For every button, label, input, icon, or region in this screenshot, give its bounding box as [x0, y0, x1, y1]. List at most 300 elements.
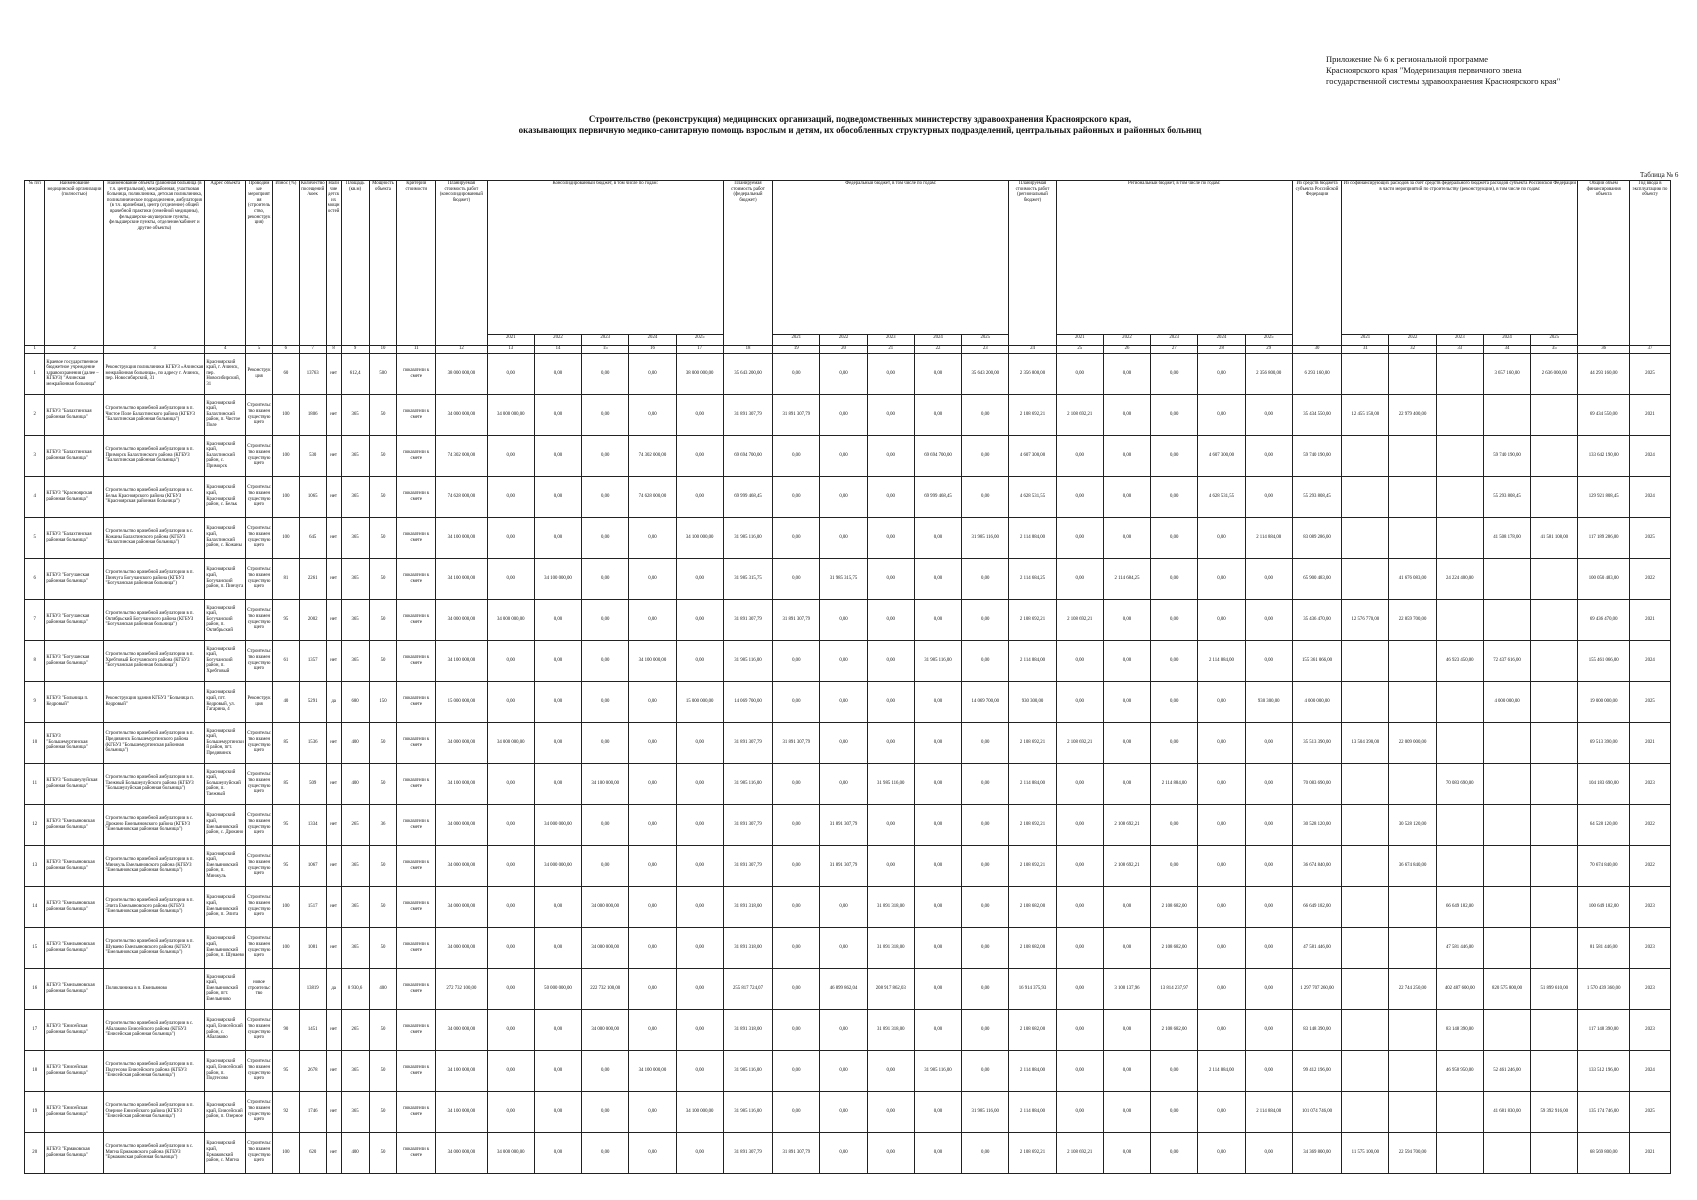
commission-year: 2023 [1629, 886, 1670, 927]
extra-total: 1 297 707 260,00 [1292, 968, 1341, 1009]
amount-c24: 0,00 [629, 517, 676, 558]
wear-percent: 40 [272, 681, 299, 722]
column-number: 12 [436, 345, 488, 353]
org-name: КГБУЗ "Балахтинская районная больница" [45, 517, 104, 558]
amount-c22: 0,00 [534, 435, 581, 476]
header-consolidated: Консолидированный бюджет, в том числе по годам: [487, 181, 723, 335]
power: 50 [369, 1132, 397, 1173]
amount-e25 [1531, 640, 1578, 681]
column-number: 5 [246, 345, 273, 353]
extra-total: 30 528 120,00 [1292, 804, 1341, 845]
wear-percent: 92 [272, 1091, 299, 1132]
regional-total: 4 607 300,00 [1009, 435, 1056, 476]
amount-r24: 0,00 [1198, 927, 1245, 968]
amount-c23: 34 000 000,00 [582, 927, 629, 968]
commission-year: 2022 [1629, 845, 1670, 886]
amount-r23: 0,00 [1151, 681, 1198, 722]
object-name: Строительство врачебной амбулатории в с. Кожаны Балахтинского района (КГБУЗ "Балахтинская районная больница") [104, 517, 205, 558]
amount-r22: 0,00 [1103, 599, 1150, 640]
amount-f21: 0,00 [773, 435, 820, 476]
children-flag: нет [326, 353, 341, 394]
overall-total: 69 434 550,00 [1578, 394, 1630, 435]
federal-total: 31 891 307,79 [723, 804, 772, 845]
amount-e25 [1531, 476, 1578, 517]
federal-total: 31 891 307,79 [723, 845, 772, 886]
amount-r22: 0,00 [1103, 640, 1150, 681]
table-row [25, 394, 1671, 435]
amount-e24 [1483, 763, 1530, 804]
amount-e25 [1531, 1009, 1578, 1050]
column-number: 16 [629, 345, 676, 353]
row-number: 15 [25, 927, 45, 968]
extra-total: 83 148 390,00 [1292, 1009, 1341, 1050]
power: 50 [369, 1009, 397, 1050]
amount-e23 [1436, 722, 1483, 763]
amount-e24: 820 575 800,00 [1483, 968, 1530, 1009]
amount-e25: 51 899 610,00 [1531, 968, 1578, 1009]
planned-cost: 34 000 000,00 [436, 599, 488, 640]
amount-f25: 0,00 [962, 394, 1009, 435]
capacity: 1081 [299, 927, 326, 968]
object-name: Строительство врачебной амбулатории в п. Приморск Балахтинского района (КГБУЗ "Балахтинская районная больница") [104, 435, 205, 476]
amount-c21: 34 000 000,00 [487, 599, 534, 640]
capacity: 509 [299, 763, 326, 804]
amount-c23: 34 000 000,00 [582, 886, 629, 927]
wear-percent: 90 [272, 1009, 299, 1050]
amount-f22: 0,00 [820, 476, 867, 517]
amount-r25: 0,00 [1245, 845, 1292, 886]
amount-r25: 0,00 [1245, 1132, 1292, 1173]
amount-r22: 0,00 [1103, 1050, 1150, 1091]
amount-c23: 0,00 [582, 353, 629, 394]
federal-total: 31 985 315,75 [723, 558, 772, 599]
regional-total: 2 114 884,00 [1009, 1091, 1056, 1132]
amount-r24: 0,00 [1198, 681, 1245, 722]
object-address: Красноярский край, Емельяновский район, п. Минжуль [205, 845, 246, 886]
year-header: 2024 [1483, 335, 1530, 346]
row-number: 3 [25, 435, 45, 476]
amount-c24: 0,00 [629, 558, 676, 599]
cost-criterion: показатели к смете [397, 435, 436, 476]
header-regional: Региональный бюджет, в том числе по годам: [1056, 181, 1292, 335]
org-name: КГБУЗ "Емельяновская районная больница" [45, 886, 104, 927]
amount-r21: 0,00 [1056, 804, 1103, 845]
amount-r21: 0,00 [1056, 517, 1103, 558]
object-address: Красноярский край, Емельяновский район, п. Шуваево [205, 927, 246, 968]
amount-e24 [1483, 927, 1530, 968]
amount-f22: 31 891 307,79 [820, 845, 867, 886]
planned-cost: 34 100 000,00 [436, 1050, 488, 1091]
amount-f22: 46 899 862,04 [820, 968, 867, 1009]
amount-e25 [1531, 763, 1578, 804]
amount-f23: 31 891 318,00 [867, 886, 914, 927]
object-address: Красноярский край, Богучанский район, п. Октябрьский [205, 599, 246, 640]
overall-total: 81 581 446,00 [1578, 927, 1630, 968]
amount-c22: 0,00 [534, 517, 581, 558]
amount-e22 [1389, 1050, 1436, 1091]
object-address: Красноярский край, Богучанский район, п. Пинчуга [205, 558, 246, 599]
org-name: КГБУЗ "Балахтинская районная больница" [45, 435, 104, 476]
commission-year: 2023 [1629, 927, 1670, 968]
amount-c21: 0,00 [487, 886, 534, 927]
amount-c21: 34 000 000,00 [487, 394, 534, 435]
children-flag: нет [326, 558, 341, 599]
work-type: Строительство взамен существующего [246, 722, 273, 763]
area: 365 [341, 1050, 369, 1091]
amount-r22: 0,00 [1103, 927, 1150, 968]
object-name: Строительство врачебной амбулатории в п. Озерное Енисейского района (КГБУЗ "Енисейская районная больница") [104, 1091, 205, 1132]
org-name: КГБУЗ "Богучанская районная больница" [45, 558, 104, 599]
amount-c25: 0,00 [676, 394, 723, 435]
amount-r21: 0,00 [1056, 435, 1103, 476]
amount-e24: 55 293 808,45 [1483, 476, 1530, 517]
power: 50 [369, 886, 397, 927]
row-number: 9 [25, 681, 45, 722]
amount-r25: 0,00 [1245, 599, 1292, 640]
row-number: 13 [25, 845, 45, 886]
federal-total: 31 891 318,00 [723, 886, 772, 927]
capacity: 1451 [299, 1009, 326, 1050]
cost-criterion: показатели к смете [397, 681, 436, 722]
amount-r24: 0,00 [1198, 722, 1245, 763]
year-header: 2022 [1103, 335, 1150, 346]
column-number: 24 [1009, 345, 1056, 353]
header-type: Проводимые мероприятия (строительство, реконструкция) [246, 181, 273, 346]
amount-e25 [1531, 722, 1578, 763]
commission-year: 2025 [1629, 1091, 1670, 1132]
amount-e24 [1483, 845, 1530, 886]
regional-total: 16 914 375,93 [1009, 968, 1056, 1009]
amount-f21: 0,00 [773, 1091, 820, 1132]
amount-f25: 35 643 200,00 [962, 353, 1009, 394]
header-address: Адрес объекта [205, 181, 246, 346]
amount-f23: 0,00 [867, 394, 914, 435]
amount-r23: 0,00 [1151, 1050, 1198, 1091]
amount-r21: 0,00 [1056, 558, 1103, 599]
amount-c23: 0,00 [582, 804, 629, 845]
row-number: 8 [25, 640, 45, 681]
amount-f23: 0,00 [867, 640, 914, 681]
amount-r23: 2 108 682,00 [1151, 1009, 1198, 1050]
federal-total: 31 985 116,00 [723, 1091, 772, 1132]
commission-year: 2025 [1629, 517, 1670, 558]
federal-total: 31 985 116,00 [723, 517, 772, 558]
power: 50 [369, 476, 397, 517]
amount-f22: 0,00 [820, 1009, 867, 1050]
capacity: 1806 [299, 394, 326, 435]
column-number: 29 [1245, 345, 1292, 353]
row-number: 19 [25, 1091, 45, 1132]
row-number: 2 [25, 394, 45, 435]
extra-total: 155 361 066,00 [1292, 640, 1341, 681]
amount-f21: 31 891 307,79 [773, 394, 820, 435]
amount-c23: 0,00 [582, 681, 629, 722]
amount-r24: 0,00 [1198, 763, 1245, 804]
amount-r24: 0,00 [1198, 353, 1245, 394]
appendix-line: государственной системы здравоохранения Красноярского края" [1326, 76, 1561, 86]
amount-f24: 0,00 [914, 681, 961, 722]
amount-r25: 0,00 [1245, 1050, 1292, 1091]
federal-total: 31 985 116,00 [723, 1050, 772, 1091]
amount-e24: 4 000 000,00 [1483, 681, 1530, 722]
amount-c21: 0,00 [487, 517, 534, 558]
commission-year: 2025 [1629, 681, 1670, 722]
overall-total: 100 649 182,00 [1578, 886, 1630, 927]
table-row [25, 558, 1671, 599]
object-name: Строительство врачебной амбулатории в п. Шуваево Емельяновского района (КГБУЗ "Емельяновская районная больница") [104, 927, 205, 968]
overall-total: 1 570 439 360,00 [1578, 968, 1630, 1009]
amount-f22: 0,00 [820, 353, 867, 394]
object-address: Красноярский край, Емельяновский район, с. Дрокино [205, 804, 246, 845]
amount-e21: 12 576 770,00 [1342, 599, 1389, 640]
children-flag: нет [326, 476, 341, 517]
header-cost-basis: Критерий стоимости [397, 181, 436, 346]
org-name: КГБУЗ "Больница п. Кедровый" [45, 681, 104, 722]
year-header: 2024 [914, 335, 961, 346]
overall-total: 155 461 066,00 [1578, 640, 1630, 681]
year-header: 2025 [676, 335, 723, 346]
column-number: 30 [1292, 345, 1341, 353]
cost-criterion: показатели к смете [397, 640, 436, 681]
row-number: 20 [25, 1132, 45, 1173]
amount-c22: 34 100 000,00 [534, 558, 581, 599]
amount-e25 [1531, 558, 1578, 599]
amount-r24: 0,00 [1198, 886, 1245, 927]
amount-f24: 31 985 116,00 [914, 640, 961, 681]
table-row [25, 599, 1671, 640]
amount-c22: 0,00 [534, 1132, 581, 1173]
table-row [25, 435, 1671, 476]
amount-f24: 0,00 [914, 927, 961, 968]
federal-total: 31 891 318,00 [723, 1009, 772, 1050]
children-flag: нет [326, 1050, 341, 1091]
amount-e25 [1531, 927, 1578, 968]
work-type: Строительство взамен существующего [246, 476, 273, 517]
object-name: Поликлиника в п. Емельяново [104, 968, 205, 1009]
amount-e22: 30 528 120,00 [1389, 804, 1436, 845]
object-name: Реконструкция здания КГБУЗ "Больница п. Кедровый" [104, 681, 205, 722]
amount-r23: 0,00 [1151, 353, 1198, 394]
header-deadline: Год ввода в эксплуатацию по объекту [1629, 181, 1670, 346]
table-row [25, 517, 1671, 558]
capacity: 1746 [299, 1091, 326, 1132]
amount-e23 [1436, 1091, 1483, 1132]
amount-c25: 0,00 [676, 435, 723, 476]
amount-e22 [1389, 353, 1436, 394]
planned-cost: 272 732 100,00 [436, 968, 488, 1009]
amount-e25 [1531, 681, 1578, 722]
amount-f22: 0,00 [820, 886, 867, 927]
amount-f25: 31 985 116,00 [962, 1091, 1009, 1132]
amount-r24: 0,00 [1198, 599, 1245, 640]
extra-total: 35 513 390,00 [1292, 722, 1341, 763]
amount-f25: 0,00 [962, 599, 1009, 640]
commission-year: 2024 [1629, 1050, 1670, 1091]
amount-r25: 0,00 [1245, 476, 1292, 517]
table-row [25, 763, 1671, 804]
amount-c21: 34 000 000,00 [487, 1132, 534, 1173]
column-number: 6 [272, 345, 299, 353]
column-number: 34 [1483, 345, 1530, 353]
power: 50 [369, 763, 397, 804]
children-flag: нет [326, 845, 341, 886]
work-type: новое строительство [246, 968, 273, 1009]
amount-f21: 0,00 [773, 1050, 820, 1091]
amount-c22: 34 000 000,00 [534, 804, 581, 845]
object-address: Красноярский край, Енисейский район, с. Абалаково [205, 1009, 246, 1050]
amount-c25: 0,00 [676, 640, 723, 681]
amount-e21 [1342, 968, 1389, 1009]
wear-percent: 95 [272, 1050, 299, 1091]
amount-c24: 0,00 [629, 763, 676, 804]
extra-total: 35 436 470,00 [1292, 599, 1341, 640]
amount-c22: 0,00 [534, 476, 581, 517]
wear-percent: 81 [272, 558, 299, 599]
object-address: Красноярский край, Богучанский район, п. Хребтовый [205, 640, 246, 681]
amount-r22: 0,00 [1103, 1132, 1150, 1173]
amount-e24 [1483, 394, 1530, 435]
cost-criterion: показатели к смете [397, 968, 436, 1009]
extra-total: 66 649 182,00 [1292, 886, 1341, 927]
amount-r23: 2 108 682,00 [1151, 927, 1198, 968]
regional-total: 2 114 884,00 [1009, 763, 1056, 804]
amount-e23: 70 083 690,00 [1436, 763, 1483, 804]
federal-total: 31 985 116,00 [723, 640, 772, 681]
amount-e24: 3 657 160,00 [1483, 353, 1530, 394]
row-number: 17 [25, 1009, 45, 1050]
column-number: 37 [1629, 345, 1670, 353]
object-name: Строительство врачебной амбулатории в п. Пинчуга Богучанского района (КГБУЗ "Богучанская районная больница") [104, 558, 205, 599]
cost-criterion: показатели к смете [397, 1009, 436, 1050]
overall-total: 44 293 160,00 [1578, 353, 1630, 394]
table-row [25, 1050, 1671, 1091]
column-number: 14 [534, 345, 581, 353]
org-name: КГБУЗ "Енисейская районная больница" [45, 1050, 104, 1091]
amount-f22: 0,00 [820, 927, 867, 968]
work-type: Строительство взамен существующего [246, 845, 273, 886]
amount-c22: 0,00 [534, 722, 581, 763]
children-flag: нет [326, 435, 341, 476]
power: 50 [369, 1091, 397, 1132]
work-type: Реконструкция [246, 681, 273, 722]
wear-percent [272, 968, 299, 1009]
amount-r23: 0,00 [1151, 476, 1198, 517]
amount-c23: 0,00 [582, 1050, 629, 1091]
amount-e23: 24 224 400,00 [1436, 558, 1483, 599]
amount-e23: 46 923 450,00 [1436, 640, 1483, 681]
amount-c21: 0,00 [487, 1009, 534, 1050]
amount-r22: 2 108 692,21 [1103, 804, 1150, 845]
wear-percent: 100 [272, 476, 299, 517]
federal-total: 31 891 307,79 [723, 599, 772, 640]
amount-r22: 0,00 [1103, 886, 1150, 927]
table-row [25, 1009, 1671, 1050]
regional-total: 2 114 884,00 [1009, 517, 1056, 558]
commission-year: 2022 [1629, 558, 1670, 599]
column-number: 15 [582, 345, 629, 353]
cost-criterion: показатели к смете [397, 1132, 436, 1173]
amount-e22: 41 676 083,00 [1389, 558, 1436, 599]
amount-e24: 41 681 830,00 [1483, 1091, 1530, 1132]
overall-total: 69 513 390,00 [1578, 722, 1630, 763]
amount-r25: 2 114 884,00 [1245, 1091, 1292, 1132]
amount-e21 [1342, 517, 1389, 558]
amount-e21: 13 504 390,00 [1342, 722, 1389, 763]
object-name: Строительство врачебной амбулатории в п. Подтесово Енисейского района (КГБУЗ "Енисейская районная больница") [104, 1050, 205, 1091]
amount-f23: 208 917 862,03 [867, 968, 914, 1009]
object-address: Красноярский край, Енисейский район, п. Озерное [205, 1091, 246, 1132]
amount-r24: 0,00 [1198, 558, 1245, 599]
capacity: 13819 [299, 968, 326, 1009]
object-address: Красноярский край, Емельяновский район, пгт. Емельяново [205, 968, 246, 1009]
amount-f21: 0,00 [773, 845, 820, 886]
amount-c24: 0,00 [629, 968, 676, 1009]
table-row [25, 845, 1671, 886]
column-number: 13 [487, 345, 534, 353]
children-flag: нет [326, 394, 341, 435]
year-header: 2024 [1198, 335, 1245, 346]
year-header: 2021 [773, 335, 820, 346]
amount-e25 [1531, 845, 1578, 886]
amount-r22: 0,00 [1103, 394, 1150, 435]
amount-r22: 3 100 137,96 [1103, 968, 1150, 1009]
amount-f22: 0,00 [820, 1050, 867, 1091]
amount-f21: 0,00 [773, 640, 820, 681]
object-name: Строительство врачебной амбулатории в п. Таежный Большеулуйского района (КГБУЗ "Большеулуйская районная больница") [104, 763, 205, 804]
amount-e21: 11 575 100,00 [1342, 1132, 1389, 1173]
amount-r24: 2 114 884,00 [1198, 1050, 1245, 1091]
amount-f25: 0,00 [962, 558, 1009, 599]
amount-e25: 41 581 108,00 [1531, 517, 1578, 558]
object-address: Красноярский край, Балахтинский район, п. Чистое Поле [205, 394, 246, 435]
amount-r21: 0,00 [1056, 476, 1103, 517]
amount-e23 [1436, 476, 1483, 517]
children-flag: нет [326, 763, 341, 804]
amount-e25 [1531, 599, 1578, 640]
amount-e22 [1389, 476, 1436, 517]
regional-total: 2 108 692,21 [1009, 599, 1056, 640]
amount-r25: 0,00 [1245, 886, 1292, 927]
area: 400 [341, 1132, 369, 1173]
area: 365 [341, 599, 369, 640]
federal-total: 69 694 700,00 [723, 435, 772, 476]
document-title [430, 114, 1290, 136]
column-number: 31 [1342, 345, 1389, 353]
column-number: 19 [773, 345, 820, 353]
object-name: Строительство врачебной амбулатории в с. Мигна Ермаковского района (КГБУЗ "Ермаковская районная больница") [104, 1132, 205, 1173]
table-row [25, 1132, 1671, 1173]
amount-r25: 0,00 [1245, 558, 1292, 599]
amount-c24: 34 100 000,00 [629, 640, 676, 681]
amount-c25: 15 000 000,00 [676, 681, 723, 722]
amount-r23: 0,00 [1151, 435, 1198, 476]
amount-e23: 46 950 950,00 [1436, 1050, 1483, 1091]
header-wear: Износ (%) [272, 181, 299, 346]
work-type: Строительство взамен существующего [246, 927, 273, 968]
amount-e21: 12 455 150,00 [1342, 394, 1389, 435]
amount-e21 [1342, 640, 1389, 681]
table-row [25, 886, 1671, 927]
amount-f23: 0,00 [867, 1091, 914, 1132]
amount-f23: 31 891 318,00 [867, 1009, 914, 1050]
power: 50 [369, 599, 397, 640]
children-flag: нет [326, 640, 341, 681]
title-line: оказывающих первичную медико-санитарную помощь взрослым и детям, их обособленных структурных подразделений, центральных районных и районных больниц [518, 125, 1202, 135]
amount-r22: 0,00 [1103, 681, 1150, 722]
work-type: Строительство взамен существующего [246, 804, 273, 845]
amount-c21: 0,00 [487, 1050, 534, 1091]
amount-r22: 0,00 [1103, 435, 1150, 476]
